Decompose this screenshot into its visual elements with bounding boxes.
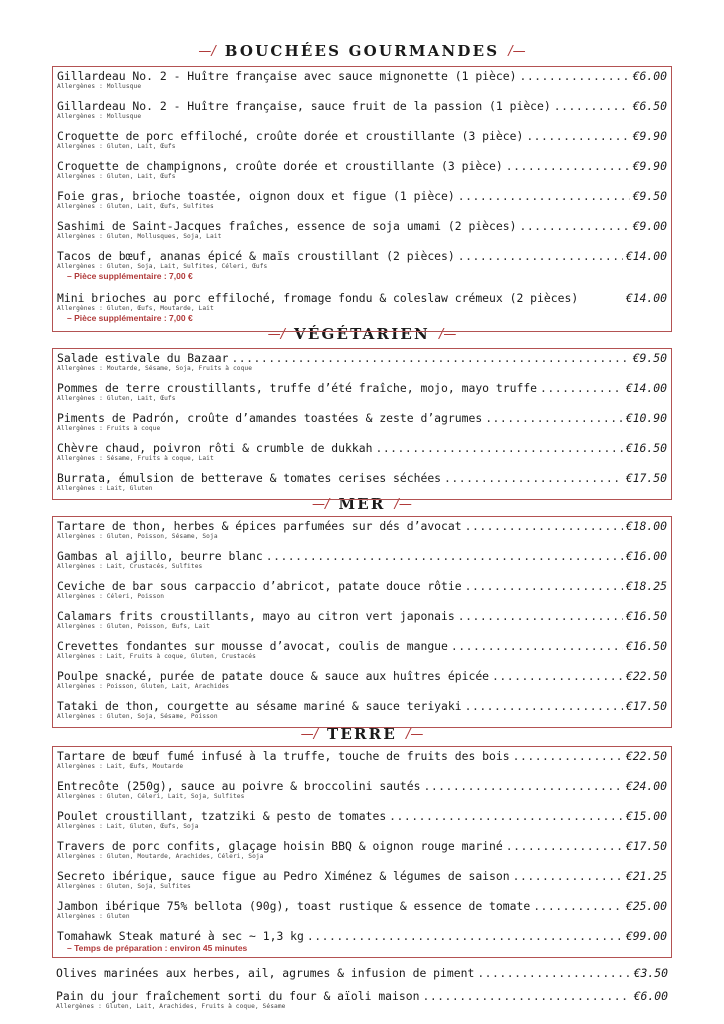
menu-item xyxy=(57,639,667,669)
dish-name: Olives marinées aux herbes, ail, agrumes & infusion de piment xyxy=(56,966,475,980)
menu-item-line xyxy=(57,351,667,365)
dish-name: Gambas al ajillo, beurre blanc xyxy=(57,549,263,563)
dish-price: €9.90 xyxy=(632,129,667,143)
section-title: TERRE xyxy=(327,725,397,743)
dot-leader xyxy=(451,639,623,653)
allergens-text: Allergènes : Poisson, Gluten, Lait, Arachides xyxy=(57,683,230,690)
menu-item xyxy=(57,411,667,441)
allergens-text: Allergènes : Céleri, Poisson xyxy=(57,593,165,600)
allergens-text: Allergènes : Gluten, Lait, Œufs xyxy=(57,395,176,402)
allergens-text: Allergènes : Gluten, Lait, Œufs xyxy=(57,173,176,180)
dish-name: Gillardeau No. 2 - Huître française avec sauce mignonette (1 pièce) xyxy=(57,69,517,83)
dish-price: €16.50 xyxy=(625,441,667,455)
menu-item xyxy=(57,749,667,779)
menu-item xyxy=(57,519,667,549)
dish-price: €9.50 xyxy=(632,189,667,203)
dot-leader xyxy=(485,411,623,425)
divider-ornament-icon: /— xyxy=(438,326,457,342)
menu-item xyxy=(57,779,667,809)
dish-name: Tartare de bœuf fumé infusé à la truffe, touche de fruits des bois xyxy=(57,749,510,763)
allergens-text: Allergènes : Gluten, Moutarde, Arachides, Céleri, Soja xyxy=(57,853,264,860)
dish-price: €14.00 xyxy=(625,291,667,305)
menu-item-line xyxy=(57,929,667,943)
menu-item-line xyxy=(57,749,667,763)
dish-price: €25.00 xyxy=(625,899,667,913)
dot-leader xyxy=(266,549,623,563)
allergens-text: Allergènes : Gluten, Céleri, Lait, Soja, Sulfites xyxy=(57,793,245,800)
dish-price: €22.50 xyxy=(625,749,667,763)
item-note: – Pièce supplémentaire : 7,00 € xyxy=(67,313,193,323)
section-title: VÉGÉTARIEN xyxy=(294,325,430,343)
menu-item-line xyxy=(57,441,667,455)
dish-name: Salade estivale du Bazaar xyxy=(57,351,229,365)
allergens-text: Allergènes : Gluten, Soja, Sésame, Poisson xyxy=(57,713,218,720)
menu-item-line xyxy=(57,639,667,653)
menu-item-line xyxy=(57,99,667,113)
dish-name: Poulet croustillant, tzatziki & pesto de tomates xyxy=(57,809,387,823)
menu-box-bouchees xyxy=(52,66,672,332)
menu-item-line xyxy=(57,69,667,83)
allergens-text: Allergènes : Gluten, Lait, Œufs xyxy=(57,143,176,150)
dot-leader xyxy=(465,699,623,713)
dot-leader xyxy=(465,519,623,533)
menu-item xyxy=(57,579,667,609)
menu-item-line xyxy=(57,381,667,395)
dish-price: €17.50 xyxy=(625,699,667,713)
menu-box-mer xyxy=(52,516,672,728)
allergens-text: Allergènes : Gluten, Œufs, Moutarde, Lait xyxy=(57,305,214,312)
menu-item xyxy=(56,989,668,1019)
dish-name: Jambon ibérique 75% bellota (90g), toast rustique & essence de tomate xyxy=(57,899,531,913)
dot-leader xyxy=(506,159,630,173)
dot-leader xyxy=(389,809,623,823)
menu-item xyxy=(57,249,667,291)
dish-name: Tartare de thon, herbes & épices parfumées sur dés d’avocat xyxy=(57,519,462,533)
extras-list xyxy=(56,966,668,1019)
dish-price: €6.50 xyxy=(632,99,667,113)
dish-price: €6.00 xyxy=(633,989,668,1003)
dot-leader xyxy=(513,749,623,763)
menu-item-line xyxy=(57,609,667,623)
allergens-text: Allergènes : Gluten xyxy=(57,913,130,920)
dot-leader xyxy=(423,779,622,793)
section-title: BOUCHÉES GOURMANDES xyxy=(224,42,500,60)
dish-name: Poulpe snacké, purée de patate douce & sauce aux huîtres épicée xyxy=(57,669,490,683)
allergens-text: Allergènes : Lait, Fruits à coque, Gluten, Crustacés xyxy=(57,653,256,660)
dish-name: Pommes de terre croustillants, truffe d’été fraîche, mojo, mayo truffe xyxy=(57,381,538,395)
dish-price: €18.00 xyxy=(625,519,667,533)
dot-leader xyxy=(526,129,629,143)
dish-name: Crevettes fondantes sur mousse d’avocat, coulis de mangue xyxy=(57,639,448,653)
dish-name: Piments de Padrón, croûte d’amandes toastées & zeste d’agrumes xyxy=(57,411,483,425)
dish-name: Mini brioches au porc effiloché, fromage fondu & coleslaw crémeux (2 pièces) xyxy=(57,291,579,305)
allergens-text: Allergènes : Gluten, Soja, Lait, Sulfites, Céleri, Œufs xyxy=(57,263,268,270)
allergens-text: Allergènes : Moutarde, Sésame, Soja, Fruits à coque xyxy=(57,365,253,372)
divider-ornament-icon: —/ xyxy=(198,43,216,59)
dish-name: Secreto ibérique, sauce figue au Pedro Ximénez & légumes de saison xyxy=(57,869,510,883)
dot-leader xyxy=(444,471,623,485)
divider-ornament-icon: —/ xyxy=(267,326,286,342)
menu-item-line xyxy=(56,966,668,980)
menu-item xyxy=(57,699,667,729)
menu-item xyxy=(56,966,668,989)
dot-leader xyxy=(307,929,623,943)
menu-item xyxy=(57,669,667,699)
dish-price: €22.50 xyxy=(625,669,667,683)
menu-item-line xyxy=(57,219,667,233)
dot-leader xyxy=(375,441,622,455)
menu-box-vegetarien xyxy=(52,348,672,500)
section-header-bouchees xyxy=(0,40,724,62)
dot-leader xyxy=(513,869,623,883)
dot-leader xyxy=(231,351,629,365)
divider-ornament-icon: —/ xyxy=(312,496,330,512)
menu-item-line xyxy=(57,189,667,203)
dish-name: Foie gras, brioche toastée, oignon doux et figue (1 pièce) xyxy=(57,189,455,203)
dish-name: Chèvre chaud, poivron rôti & crumble de dukkah xyxy=(57,441,373,455)
menu-item-line xyxy=(57,899,667,913)
dish-price: €99.00 xyxy=(625,929,667,943)
allergens-text: Allergènes : Gluten, Soja, Sulfites xyxy=(57,883,191,890)
dish-price: €3.50 xyxy=(633,966,668,980)
menu-item xyxy=(57,929,667,959)
dot-leader xyxy=(506,839,623,853)
dish-name: Croquette de porc effiloché, croûte dorée et croustillante (3 pièce) xyxy=(57,129,524,143)
dot-leader xyxy=(422,989,630,1003)
dish-name: Burrata, émulsion de betterave & tomates cerises séchées xyxy=(57,471,442,485)
allergens-text: Allergènes : Fruits à coque xyxy=(57,425,161,432)
dish-price: €16.00 xyxy=(625,549,667,563)
menu-item xyxy=(57,219,667,249)
dish-name: Sashimi de Saint-Jacques fraîches, essence de soja umami (2 pièces) xyxy=(57,219,517,233)
dish-name: Calamars frits croustillants, mayo au citron vert japonais xyxy=(57,609,455,623)
dot-leader xyxy=(519,219,629,233)
dot-leader xyxy=(519,69,629,83)
dish-price: €10.90 xyxy=(625,411,667,425)
dish-name: Travers de porc confits, glaçage hoisin BBQ & oignon rouge mariné xyxy=(57,839,503,853)
menu-item-line xyxy=(57,699,667,713)
allergens-text: Allergènes : Mollusque xyxy=(57,113,142,120)
dish-price: €17.50 xyxy=(625,471,667,485)
allergens-text: Allergènes : Gluten, Mollusques, Soja, Lait xyxy=(57,233,222,240)
dish-price: €14.00 xyxy=(625,249,667,263)
allergens-text: Allergènes : Gluten, Poisson, Œufs, Lait xyxy=(57,623,211,630)
menu-item xyxy=(57,351,667,381)
menu-item-line xyxy=(57,129,667,143)
allergens-text: Allergènes : Mollusque xyxy=(57,83,142,90)
dish-price: €24.00 xyxy=(625,779,667,793)
menu-item-line xyxy=(57,779,667,793)
dish-name: Gillardeau No. 2 - Huître française, sauce fruit de la passion (1 pièce) xyxy=(57,99,551,113)
menu-item xyxy=(57,549,667,579)
menu-item-line xyxy=(57,809,667,823)
menu-item xyxy=(57,159,667,189)
allergens-text: Allergènes : Gluten, Lait, Œufs, Sulfites xyxy=(57,203,214,210)
item-note: – Pièce supplémentaire : 7,00 € xyxy=(67,271,193,281)
menu-item-line xyxy=(57,839,667,853)
allergens-text: Allergènes : Lait, Crustacés, Sulfites xyxy=(57,563,203,570)
dot-leader xyxy=(492,669,623,683)
dot-leader xyxy=(477,966,630,980)
menu-item xyxy=(57,899,667,929)
menu-item xyxy=(57,69,667,99)
dish-name: Croquette de champignons, croûte dorée et croustillante (3 pièce) xyxy=(57,159,503,173)
dot-leader xyxy=(465,579,623,593)
menu-item-line xyxy=(56,989,668,1003)
dish-price: €17.50 xyxy=(625,839,667,853)
divider-ornament-icon: /— xyxy=(508,43,526,59)
dot-leader xyxy=(458,189,630,203)
dish-name: Tomahawk Steak maturé à sec ~ 1,3 kg xyxy=(57,929,304,943)
menu-item xyxy=(57,609,667,639)
menu-item-line xyxy=(57,291,667,305)
menu-item-line xyxy=(57,411,667,425)
menu-item xyxy=(57,291,667,333)
allergens-text: Allergènes : Lait, Œufs, Moutarde xyxy=(57,763,184,770)
allergens-text: Allergènes : Gluten, Lait, Arachides, Fruits à coque, Sésame xyxy=(56,1003,286,1010)
dish-price: €9.50 xyxy=(632,351,667,365)
divider-ornament-icon: —/ xyxy=(300,726,319,742)
dish-price: €9.00 xyxy=(632,219,667,233)
dish-price: €18.25 xyxy=(625,579,667,593)
dish-price: €16.50 xyxy=(625,609,667,623)
dish-name: Pain du jour fraîchement sorti du four & aïoli maison xyxy=(56,989,420,1003)
menu-item xyxy=(57,99,667,129)
menu-item xyxy=(57,839,667,869)
dot-leader xyxy=(458,249,623,263)
dish-name: Tataki de thon, courgette au sésame mariné & sauce teriyaki xyxy=(57,699,462,713)
menu-item-line xyxy=(57,579,667,593)
dish-price: €14.00 xyxy=(625,381,667,395)
dish-price: €21.25 xyxy=(625,869,667,883)
dot-leader xyxy=(458,609,623,623)
dish-price: €15.00 xyxy=(625,809,667,823)
menu-item-line xyxy=(57,549,667,563)
menu-item-line xyxy=(57,869,667,883)
menu-item-line xyxy=(57,249,667,263)
dish-name: Tacos de bœuf, ananas épicé & maïs croustillant (2 pièces) xyxy=(57,249,455,263)
menu-item xyxy=(57,381,667,411)
dish-price: €9.90 xyxy=(632,159,667,173)
menu-item xyxy=(57,869,667,899)
section-title: MER xyxy=(338,495,386,513)
menu-item-line xyxy=(57,159,667,173)
menu-item-line xyxy=(57,519,667,533)
menu-item xyxy=(57,471,667,501)
menu-item-line xyxy=(57,471,667,485)
menu-item xyxy=(57,129,667,159)
menu-item xyxy=(57,189,667,219)
allergens-text: Allergènes : Lait, Gluten xyxy=(57,485,153,492)
dot-leader xyxy=(533,899,623,913)
allergens-text: Allergènes : Lait, Gluten, Œufs, Soja xyxy=(57,823,199,830)
dish-price: €6.00 xyxy=(632,69,667,83)
dish-price: €16.50 xyxy=(625,639,667,653)
allergens-text: Allergènes : Sésame, Fruits à coque, Lait xyxy=(57,455,214,462)
dot-leader xyxy=(554,99,630,113)
divider-ornament-icon: /— xyxy=(394,496,412,512)
menu-item xyxy=(57,441,667,471)
menu-box-terre xyxy=(52,746,672,958)
menu-item-line xyxy=(57,669,667,683)
allergens-text: Allergènes : Gluten, Poisson, Sésame, Soja xyxy=(57,533,218,540)
item-note: – Temps de préparation : environ 45 minutes xyxy=(67,943,248,953)
dish-name: Entrecôte (250g), sauce au poivre & broccolini sautés xyxy=(57,779,421,793)
dish-name: Ceviche de bar sous carpaccio d’abricot, patate douce rôtie xyxy=(57,579,462,593)
menu-item xyxy=(57,809,667,839)
divider-ornament-icon: /— xyxy=(405,726,424,742)
dot-leader xyxy=(540,381,623,395)
